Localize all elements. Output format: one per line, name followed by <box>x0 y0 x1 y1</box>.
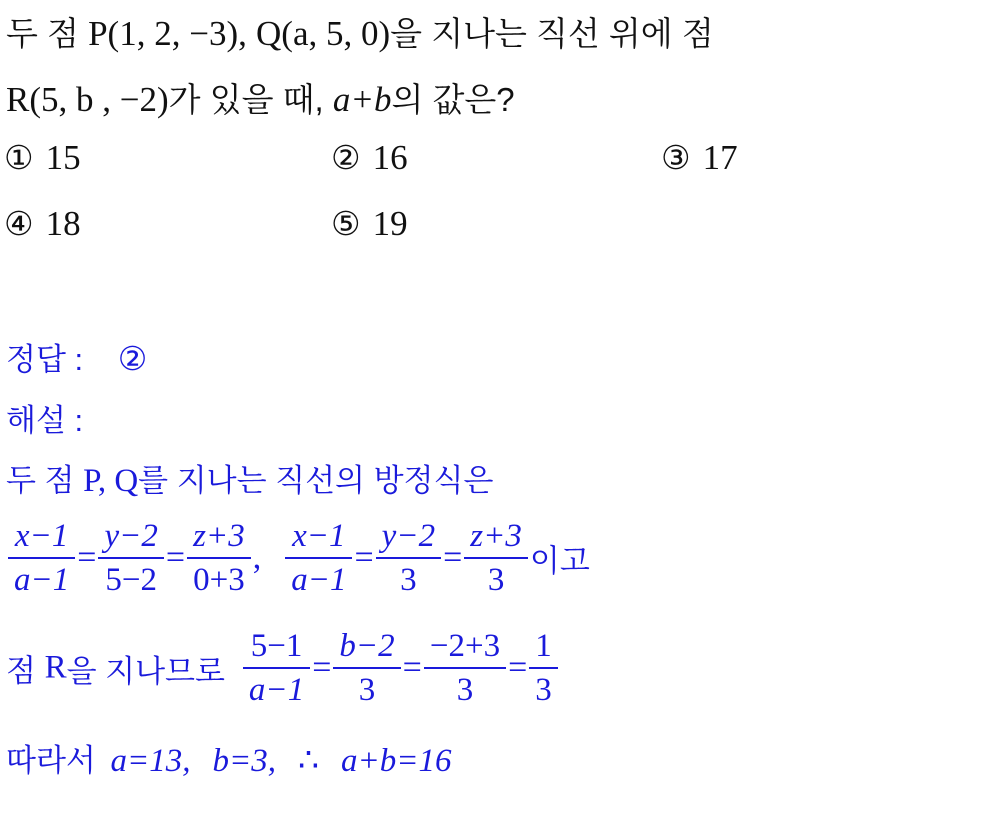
question-line-2 <box>6 74 515 121</box>
option-mark: ③ <box>661 139 691 176</box>
option-mark: ④ <box>4 205 34 242</box>
question-line-1 <box>6 8 714 55</box>
point-p: P(1, 2, −3), <box>88 14 247 53</box>
option-mark: ② <box>331 139 361 176</box>
fraction: $\frac{y-2}{5-2}$ <box>98 515 163 601</box>
answer-label: 정답 : <box>6 342 84 377</box>
option-mark: ① <box>4 139 34 176</box>
fraction: $\frac{1}{3}$ <box>529 625 558 711</box>
option-3[interactable] <box>661 138 738 178</box>
fraction: $\frac{-2+3}{3}$ <box>424 625 506 711</box>
question-text: 두 점 <box>6 15 89 52</box>
option-value: 19 <box>372 204 408 243</box>
fraction: $\frac{x-1}{a-1}$ <box>285 515 352 601</box>
fraction: $\frac{5-1}{a-1}$ <box>243 625 310 711</box>
solution-line-4: 따라서 a=13, b=3, ∴ a+b=16 <box>6 743 452 779</box>
point-r: R <box>44 649 67 686</box>
option-4[interactable] <box>4 204 81 244</box>
fraction: $\frac{z+3}{3}$ <box>464 515 528 601</box>
result-b: b=3, <box>212 743 277 779</box>
therefore-symbol: ∴ <box>298 743 320 779</box>
result-sum: a+b=16 <box>341 743 452 779</box>
option-value: 15 <box>45 138 81 177</box>
option-value: 18 <box>45 204 81 243</box>
fraction: $\frac{y-2}{3}$ <box>376 515 441 601</box>
solution-line-1: 두 점 P, Q를 지나는 직선의 방정식은 <box>6 463 494 499</box>
option-mark: ⑤ <box>331 205 361 242</box>
solution-label: 해설 : <box>6 403 84 438</box>
question-text: 가 있을 때, <box>168 81 333 118</box>
option-value: 17 <box>702 138 738 177</box>
solution-line-2: $\frac{x-1}{a-1}$ = $\frac{y-2}{5-2}$ = $\frac{z+3}{0+3}$ , $\frac{x-1}{a-1}$ = $\frac{y-2}{3}$ = $\frac{z+3}{3}$ 이고 <box>6 515 590 601</box>
question-text: 을 지나는 직선 위에 점 <box>390 15 714 52</box>
question-text: 의 값은? <box>391 81 515 118</box>
point-q: Q(a, 5, 0) <box>256 14 391 53</box>
solution-line-3: 점 R을 지나므로 $\frac{5-1}{a-1}$ = $\frac{b-2}{3}$ = $\frac{-2+3}{3}$ = $\frac{1}{3}$ <box>6 625 560 711</box>
option-1[interactable] <box>4 138 81 178</box>
fraction: $\frac{b-2}{3}$ <box>333 625 400 711</box>
fraction: $\frac{z+3}{0+3}$ <box>187 515 251 601</box>
option-2[interactable] <box>331 138 408 178</box>
answer-line <box>6 334 147 379</box>
option-5[interactable] <box>331 204 408 244</box>
fraction: $\frac{x-1}{a-1}$ <box>8 515 75 601</box>
question-expression: a+b <box>332 80 392 119</box>
option-value: 16 <box>372 138 408 177</box>
points-pq: P, Q <box>83 463 139 499</box>
point-r: R(5, b , −2) <box>6 80 169 119</box>
answer-value: ② <box>117 340 148 377</box>
result-a: a=13, <box>110 743 191 779</box>
